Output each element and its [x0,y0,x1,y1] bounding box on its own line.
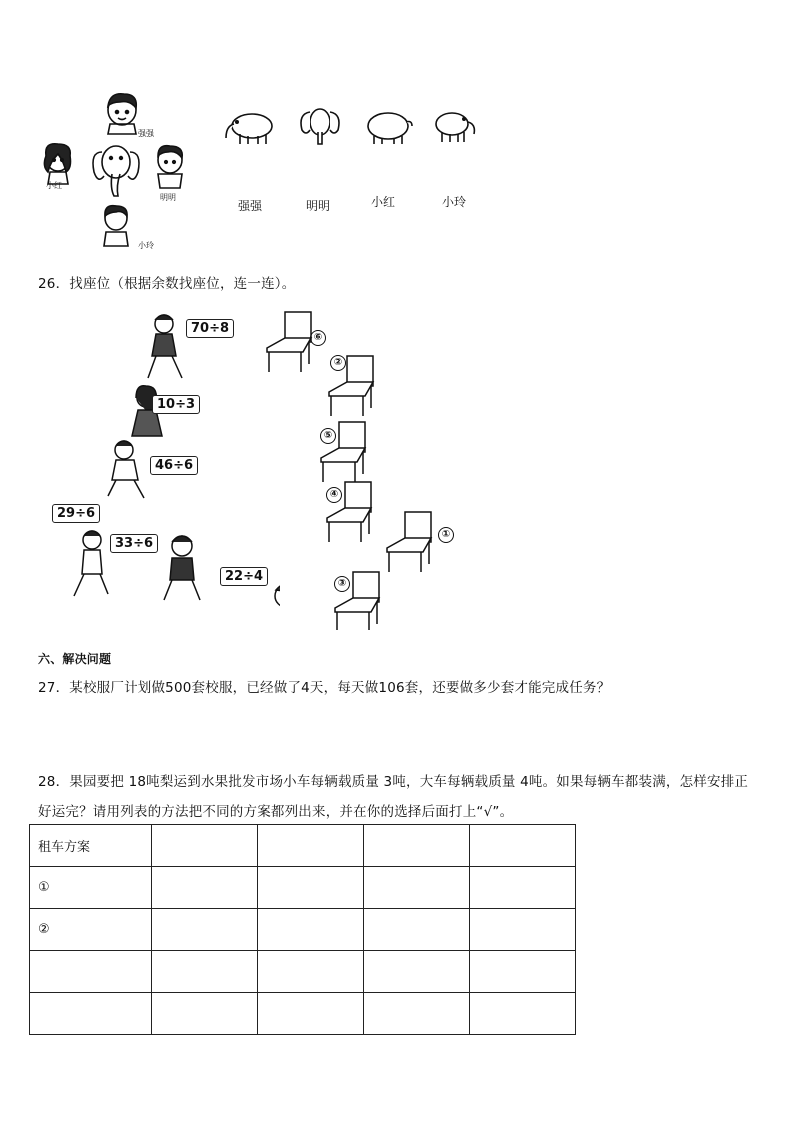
table-row [30,909,576,951]
table-cell[interactable] [364,825,470,867]
table-cell[interactable] [258,867,364,909]
kid-label: 明明 [160,193,176,202]
table-row [30,825,576,867]
seat-number: ⑤ [320,428,336,444]
table-cell[interactable] [364,909,470,951]
table-header-cell: 租车方案 [30,825,152,867]
division-bubble: 22÷4 [220,567,268,586]
chair-icon [267,312,311,372]
table-cell[interactable] [258,993,364,1035]
table-cell[interactable] [258,825,364,867]
division-bubble: 70÷8 [186,319,234,338]
kid-label: 小玲 [138,241,154,250]
kid-figure [108,94,136,134]
section-title: 六、解决问题 [38,652,112,666]
rental-plan-table [29,824,576,1035]
seat-number: ① [438,527,454,543]
plan-label-cell: ② [30,909,152,951]
seat-number: ② [330,355,346,371]
table-cell[interactable] [364,867,470,909]
division-bubble: 33÷6 [110,534,158,553]
elephant-views [222,104,478,148]
elephant-label: 明明 [306,199,331,213]
kid-label: 小红 [46,181,62,190]
seat-number: ③ [334,576,350,592]
table-cell[interactable] [152,909,258,951]
elephant-side-icon [226,114,272,144]
table-cell[interactable] [152,993,258,1035]
elephant-side-icon [436,113,474,142]
table-cell[interactable] [470,951,576,993]
question-28-line2: 好运完？请用列表的方法把不同的方案都列出来，并在你的选择后面打上“√”。 [38,804,514,820]
question-27: 27．某校服厂计划做500套校服，已经做了4天，每天做106套，还要做多少套才能完成任务？ [38,680,611,696]
table-row [30,951,576,993]
division-bubble: 10÷3 [152,395,200,414]
kid-label: 强强 [138,129,154,138]
chairs-illustration [255,300,475,630]
elephant-back-icon [368,113,412,144]
question-26: 26．找座位（根据余数找座位，连一连）。 [38,276,296,292]
table-cell[interactable] [258,909,364,951]
elephant-label: 小玲 [442,195,467,209]
plan-label-cell: ① [30,867,152,909]
elephant-label: 小红 [371,195,396,209]
plan-label-cell[interactable] [30,993,152,1035]
kids-around-elephant-illustration [40,88,210,258]
question-28-line1: 28．果园要把 18吨梨运到水果批发市场小车每辆载质量 3吨，大车每辆载质量 4吨。如果每辆车都装满，怎样安排正 [38,774,749,790]
plan-label-cell[interactable] [30,951,152,993]
division-bubble: 29÷6 [52,504,100,523]
table-cell[interactable] [152,867,258,909]
table-row [30,993,576,1035]
seat-number: ⑥ [310,330,326,346]
table-cell[interactable] [470,825,576,867]
division-bubble: 46÷6 [150,456,198,475]
table-cell[interactable] [152,825,258,867]
table-cell[interactable] [470,909,576,951]
elephant-label: 强强 [238,199,263,213]
table-row [30,867,576,909]
elephant-front-icon [301,109,339,144]
table-cell[interactable] [258,951,364,993]
table-cell[interactable] [470,867,576,909]
table-cell[interactable] [152,951,258,993]
chair-icon [387,512,431,572]
table-cell[interactable] [470,993,576,1035]
table-cell[interactable] [364,951,470,993]
table-cell[interactable] [364,993,470,1035]
seat-number: ④ [326,487,342,503]
